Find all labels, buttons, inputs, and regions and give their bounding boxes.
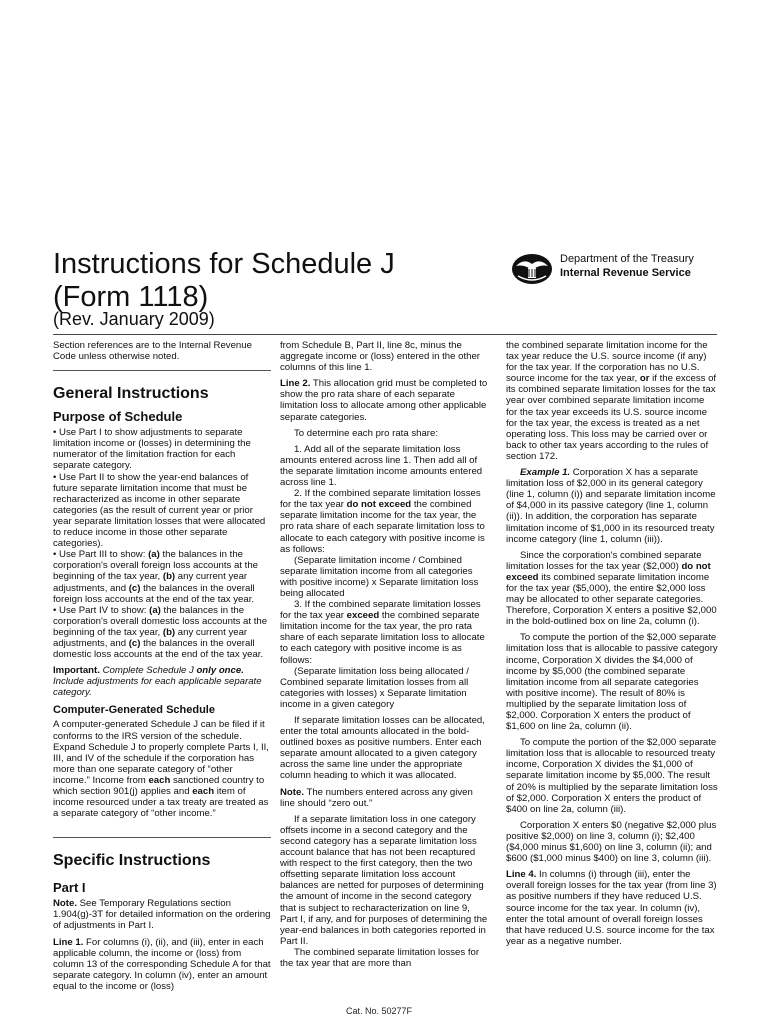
pro-rata-intro: To determine each pro rata share: xyxy=(294,427,438,439)
irs-eagle-logo-icon xyxy=(510,252,554,286)
example-1-treaty: To compute the portion of the $2,000 separate limitation loss that is allocable to resourced treaty income, Corporation X divides the $1,000 of separate limitation income by $5,000. The result of 20% is multiplied by the separate limitation loss of $2,000. Corporation X enters the product of $400 on line 2a, column (iii). xyxy=(506,737,718,815)
recapture-text: If a separate limitation loss in one category offsets income in a second category and the second category has a separate limitation loss account balance that has not been recaptured with respect to the first category, then the two offsetting separate limitation loss account balances are netted for purposes of determining the amount of income in the second category that is subject to recharacterization on line 9, Part I, if any, and for purposes of determining the year-end balances in both categories reported in Part II. xyxy=(280,813,488,947)
general-instructions-heading: General Instructions xyxy=(53,385,209,403)
title-line-1: Instructions for Schedule J xyxy=(53,248,395,280)
revision-date: (Rev. January 2009) xyxy=(53,309,215,329)
column-1 xyxy=(53,340,271,997)
part-1-heading: Part I xyxy=(53,880,86,896)
line-1-continued: from Schedule B, Part II, line 8c, minus the aggregate income or (loss) entered in the other columns of this line 1. xyxy=(280,340,480,374)
example-1: Example 1. Corporation X has a separate limitation loss of $2,000 in its general category (line 1, column (i)) and separate limitation income of $4,000 in its passive category (line 1, column (ii)). In addition, the corporation has separate limitation income of $1,000 in its resourced treaty income category (line 1, column (iii)). xyxy=(506,467,716,545)
formula-1: (Separate limitation income / Combined separate limitation income from all categories with positive income) x Separate limitation loss being allocated xyxy=(280,554,479,599)
line-1-text: Line 1. For columns (i), (ii), and (iii), enter in each applicable column, the income or (loss) from column 13 of the corresponding Schedule A for that separate category. In column (iv), enter an amount equal to the income or (loss) xyxy=(53,936,271,992)
step-2: 2. If the combined separate limitation losses for the tax year do not exceed the combined separate limitation income for the tax year, the pro rata share of each separate limitation loss to allocate to each category with positive income is as follows: xyxy=(280,488,485,555)
bullet-part-1: • Use Part I to show adjustments to separate limitation income or (losses) in determining the numerator of the limitation fraction for each separate category. xyxy=(53,427,251,472)
part-1-note: Note. See Temporary Regulations section 1.904(g)-3T for detailed information on the ordering of adjustments in Part I. xyxy=(53,898,271,932)
line-4-text: Line 4. In columns (i) through (iii), enter the overall foreign losses for the tax year (from line 3) as positive numbers if they have reduced U.S. source income for the tax year. In column (iv), enter the total amount of overall foreign losses that have reduced U.S. source income for the tax year as a negative number. xyxy=(506,869,717,947)
catalog-number: Cat. No. 50277F xyxy=(346,1006,413,1016)
page-title xyxy=(53,248,395,314)
example-1-line-3: Corporation X enters $0 (negative $2,000 plus positive $2,000) on line 3, column (i); $2,400 ($4,000 minus $1,600) on line 3, column (ii); and $600 ($1,000 minus $400) on line 3, column (iii). xyxy=(506,819,717,865)
example-1-passive: To compute the portion of the $2,000 separate limitation loss that is allocable to passive category income, Corporation X divides the $4,000 of income by $5,000 (the combined separate limitation income from all separate categories with positive income). The result of 80% is multiplied by the separate limitation loss of $2,000. Corporation X enters the product of $1,600 on line 2a, column (ii). xyxy=(506,632,718,733)
bullet-part-3: • Use Part III to show: (a) the balances in the corporation's overall foreign loss accounts at the beginning of the tax year, (b) any current year adjustments, and (c) the balances in the overall foreign loss accounts at the end of the tax year. xyxy=(53,549,259,605)
formula-2: (Separate limitation loss being allocated / Combined separate limitation losses from all categories with losses) x Separate limitation income in a given category xyxy=(280,665,469,710)
bullet-part-4: • Use Part IV to show: (a) the balances in the corporation's overall domestic loss accounts at the beginning of the tax year, (b) any current year adjustments, and (c) the balances in the overall domestic loss accounts at the end of the tax year. xyxy=(53,604,268,661)
nol-text: the combined separate limitation income for the tax year reduce the U.S. source income (if any) for the tax year. If the corporation has no U.S. source income for the tax year, or if the excess of its combined separate limitation losses for the tax year over combined separate limitation income for the tax year exceeds its U.S. source income for the tax year, the excess is treated as a net operating loss. This loss may be carried over or back to other tax years according to the rules of section 172. xyxy=(506,340,717,462)
column-3 xyxy=(506,340,718,952)
bullet-part-2: • Use Part II to show the year-end balances of future separate limitation income that must be recharacterized as income in other separate categories (as the result of current year or prior year separate limitation losses that were allocated to reduce income in those other separate categories). xyxy=(53,471,266,550)
step-3: 3. If the combined separate limitation losses for the tax year exceed the combined separate limitation income for the tax year, the pro rata share of each separate limitation loss to allocate to each category with positive income is as follows: xyxy=(280,599,485,666)
title-line-2: (Form 1118) xyxy=(53,281,209,313)
intro-text: Section references are to the Internal Revenue Code unless otherwise noted. xyxy=(53,340,252,363)
purpose-heading: Purpose of Schedule xyxy=(53,409,183,425)
specific-instructions-heading: Specific Instructions xyxy=(53,852,211,870)
example-1-allocation: Since the corporation's combined separate limitation losses for the tax year ($2,000) do not exceed its combined separate limitation income for the tax year ($5,000), the entire $2,000 loss may be allocated to other separate categories. Therefore, Corporation X enters a positive $2,000 in the bold-outlined box on line 2a, column (i). xyxy=(506,549,717,628)
department-block xyxy=(510,252,694,286)
computer-generated-text: A computer-generated Schedule J can be filed if it conforms to the IRS version of the schedule. Expand Schedule J to properly complete Parts I, II, III, and IV of the schedule if the corporation has more than one separate category of “other income.” Income from each sanctioned country to which section 901(j) applies and each item of income resourced under a tax treaty are treated as a separate category of “other income.” xyxy=(53,719,269,820)
section-rule xyxy=(53,370,271,371)
column-2 xyxy=(280,340,490,974)
zero-out-note: Note. The numbers entered across any given line should “zero out.” xyxy=(280,786,473,809)
line-2-text: Line 2. This allocation grid must be completed to show the pro rata share of each separate limitation loss to allocate among other applicable separate categories. xyxy=(280,378,488,423)
computer-generated-heading: Computer-Generated Schedule xyxy=(53,704,215,717)
combined-losses-text: The combined separate limitation losses for the tax year that are more than xyxy=(280,946,480,969)
allocation-text: If separate limitation losses can be allocated, enter the total amounts allocated in the bold-outlined boxes as positive numbers. Enter each separate amount allocated to a given category across the same line under the appropriate column heading to which it was allocated. xyxy=(280,715,485,782)
important-note: Important. Complete Schedule J only once. Include adjustments for each applicable separate category. xyxy=(53,665,262,699)
header-rule xyxy=(53,334,717,335)
step-1: 1. Add all of the separate limitation loss amounts entered across line 1. Then add all of the separate limitation income amounts entered across line 1. xyxy=(280,443,483,489)
agency-name: Internal Revenue Service xyxy=(560,267,691,279)
section-rule xyxy=(53,837,271,838)
department-name: Department of the Treasury xyxy=(560,253,694,265)
